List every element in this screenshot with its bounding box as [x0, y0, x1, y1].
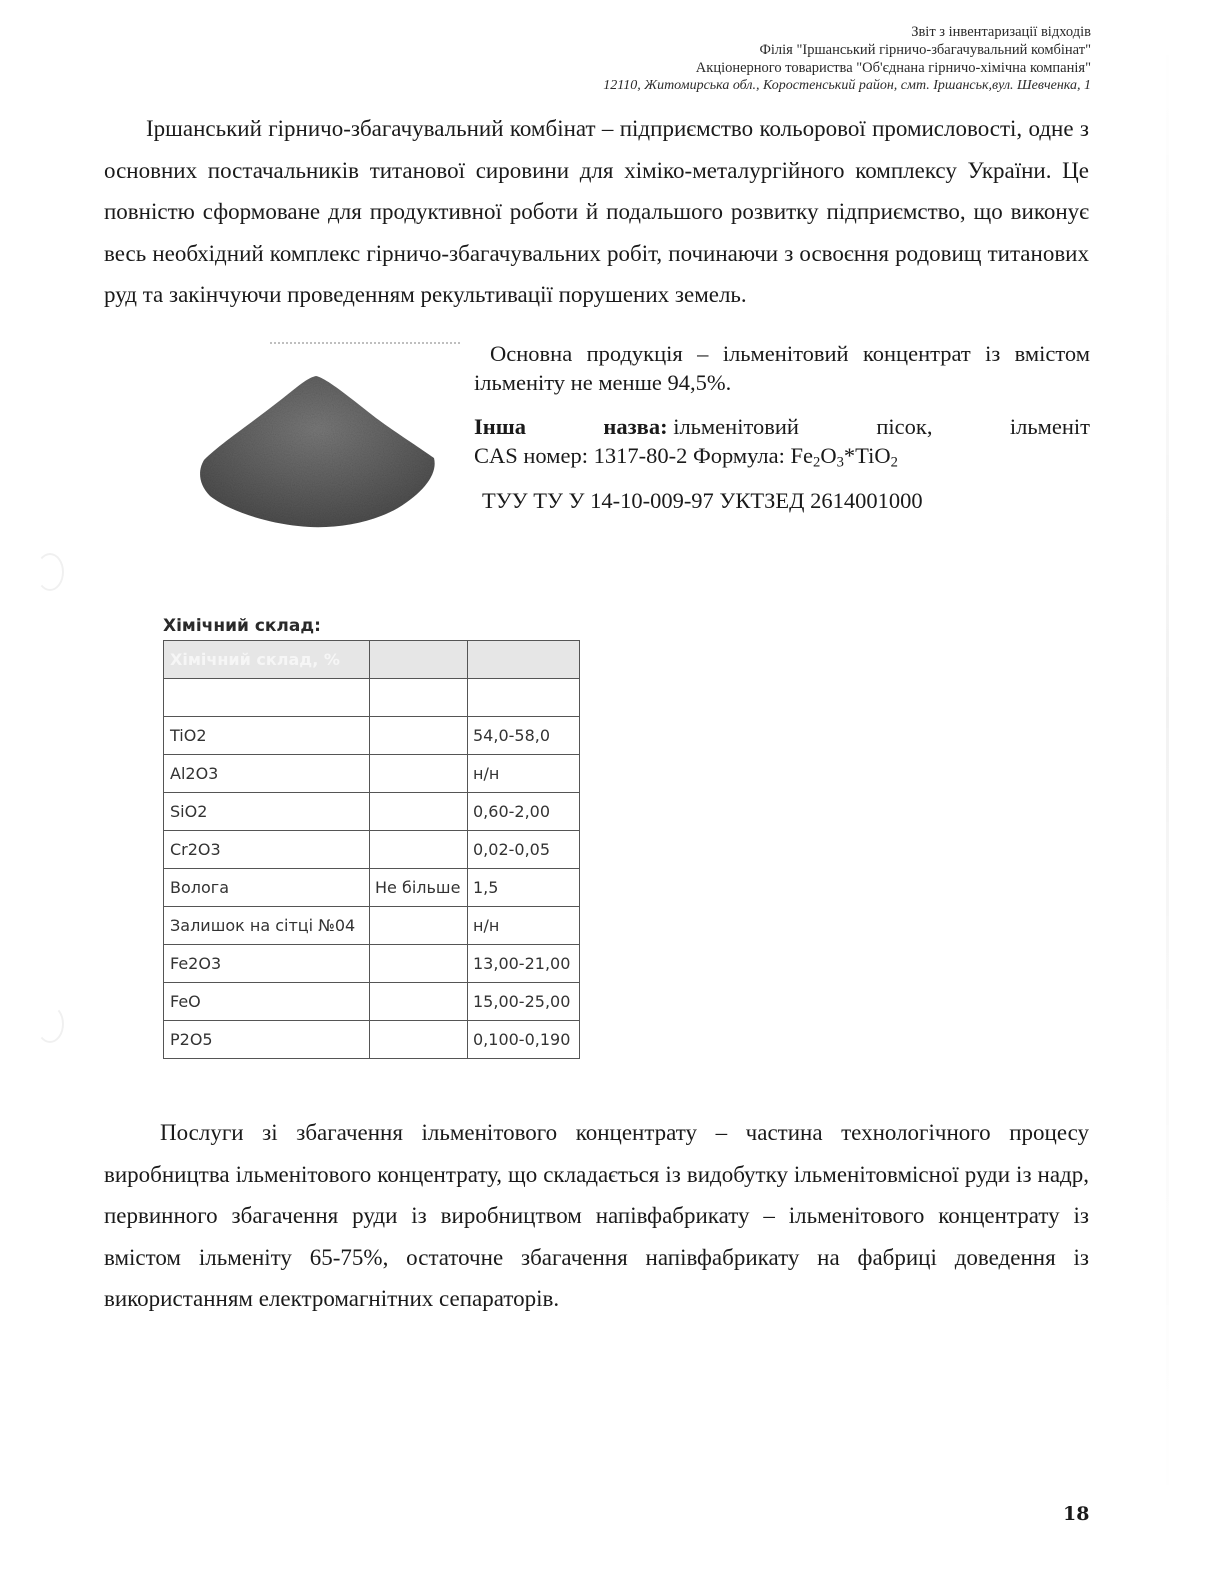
header-report-title: Звіт з інвентаризації відходів — [911, 24, 1091, 40]
page-number: 18 — [1063, 1503, 1090, 1525]
product-alt-name-block — [474, 412, 1090, 470]
formula-part: *TiO — [843, 443, 891, 468]
services-paragraph: Послуги зі збагачення ільменітового концентрату – частина технологічного процесу виробництва ільменітового концентрату, що складається із видобутку ільменітовмісної руди із надр, первинного збагачення руди із виробництвом напівфабрикату – ільменітового концентрату із вмістом ільменіту 65-75%, остаточне збагачення напівфабрикату на фабриці доведення із використанням електромагнітних сепараторів. — [104, 1120, 1089, 1311]
value-cell: н/н — [468, 755, 580, 793]
table-row — [164, 793, 580, 831]
component-cell: FeO — [164, 983, 370, 1021]
cas-formula-line — [474, 441, 1090, 470]
table-row-empty — [164, 679, 580, 717]
faint-image-caption — [270, 336, 460, 344]
table-cell — [370, 679, 468, 717]
table-row — [164, 945, 580, 983]
alt-name-value-2: пісок, — [876, 414, 933, 439]
alt-name-label-1: Інша — [474, 414, 526, 439]
formula-subscript: 2 — [813, 454, 821, 471]
alt-name-label-2: назва: — [603, 414, 668, 439]
table-row — [164, 831, 580, 869]
standard-code-text: ТУУ ТУ У 14-10-009-97 УКТЗЕД 2614001000 — [482, 488, 923, 513]
intro-paragraph: Іршанський гірничо-збагачувальний комбінат – підприємство кольорової промисловості, одне з основних постачальників титанової сировини для хіміко-металургійного комплексу України. Це повністю сформоване для продуктивної роботи й подальшого розвитку підприємство, що виконує весь необхідний комплекс гірничо-збагачувальних робіт, починаючи з освоєння родовищ титанових руд та закінчуючи проведенням рекультивації порушених земель. — [104, 116, 1089, 307]
table-cell — [468, 679, 580, 717]
table-header-cell: Хімічний склад, % — [164, 641, 370, 679]
value-cell: 0,02-0,05 — [468, 831, 580, 869]
ilmenite-sand-image — [198, 370, 438, 530]
condition-cell — [370, 1021, 468, 1059]
condition-cell — [370, 755, 468, 793]
condition-cell — [370, 717, 468, 755]
main-product-text: Основна продукція – ільменітовий концентрат із вмістом ільменіту не менше 94,5%. — [474, 341, 1090, 395]
header-address: 12110, Житомирська обл., Коростенський район, смт. Іршанськ,вул. Шевченка, 1 — [603, 78, 1091, 93]
cas-number-text: CAS номер: 1317-80-2 Формула: — [474, 443, 791, 468]
value-cell: 1,5 — [468, 869, 580, 907]
formula-subscript: 3 — [836, 454, 844, 471]
scan-edge-artifact — [1166, 30, 1169, 1530]
page-header — [603, 23, 1091, 95]
header-branch: Філія "Іршанський гірничо-збагачувальний комбінат" — [759, 42, 1091, 58]
value-cell: н/н — [468, 907, 580, 945]
component-cell: Волога — [164, 869, 370, 907]
table-header-cell — [468, 641, 580, 679]
component-cell: Al2O3 — [164, 755, 370, 793]
alt-name-value-3: ільменіт — [1009, 414, 1090, 439]
component-cell: P2O5 — [164, 1021, 370, 1059]
component-cell: Fe2O3 — [164, 945, 370, 983]
value-cell: 54,0-58,0 — [468, 717, 580, 755]
formula-subscript: 2 — [890, 454, 898, 471]
chemical-composition-table — [163, 640, 580, 1059]
table-header-cell — [370, 641, 468, 679]
table-row — [164, 755, 580, 793]
condition-cell — [370, 983, 468, 1021]
condition-cell: Не більше — [370, 869, 468, 907]
punch-hole-mark — [36, 1005, 64, 1043]
header-company: Акціонерного товариства "Об'єднана гірничо-хімічна компанія" — [695, 60, 1091, 76]
table-row — [164, 869, 580, 907]
table-header-row — [164, 641, 580, 679]
component-cell: SiO2 — [164, 793, 370, 831]
condition-cell — [370, 907, 468, 945]
formula-part: O — [820, 443, 837, 468]
table-row — [164, 717, 580, 755]
value-cell: 0,60-2,00 — [468, 793, 580, 831]
alt-name-value-1: ільменітовий — [673, 414, 799, 439]
formula-part: Fe — [790, 443, 813, 468]
punch-hole-mark — [36, 553, 64, 591]
table-row — [164, 983, 580, 1021]
value-cell: 13,00-21,00 — [468, 945, 580, 983]
table-row — [164, 1021, 580, 1059]
component-cell: Залишок на сітці №04 — [164, 907, 370, 945]
table-cell — [164, 679, 370, 717]
component-cell: Cr2O3 — [164, 831, 370, 869]
condition-cell — [370, 945, 468, 983]
condition-cell — [370, 831, 468, 869]
table-row — [164, 907, 580, 945]
chemical-composition-title: Хімічний склад: — [163, 616, 321, 636]
value-cell: 0,100-0,190 — [468, 1021, 580, 1059]
condition-cell — [370, 793, 468, 831]
value-cell: 15,00-25,00 — [468, 983, 580, 1021]
component-cell: TiO2 — [164, 717, 370, 755]
